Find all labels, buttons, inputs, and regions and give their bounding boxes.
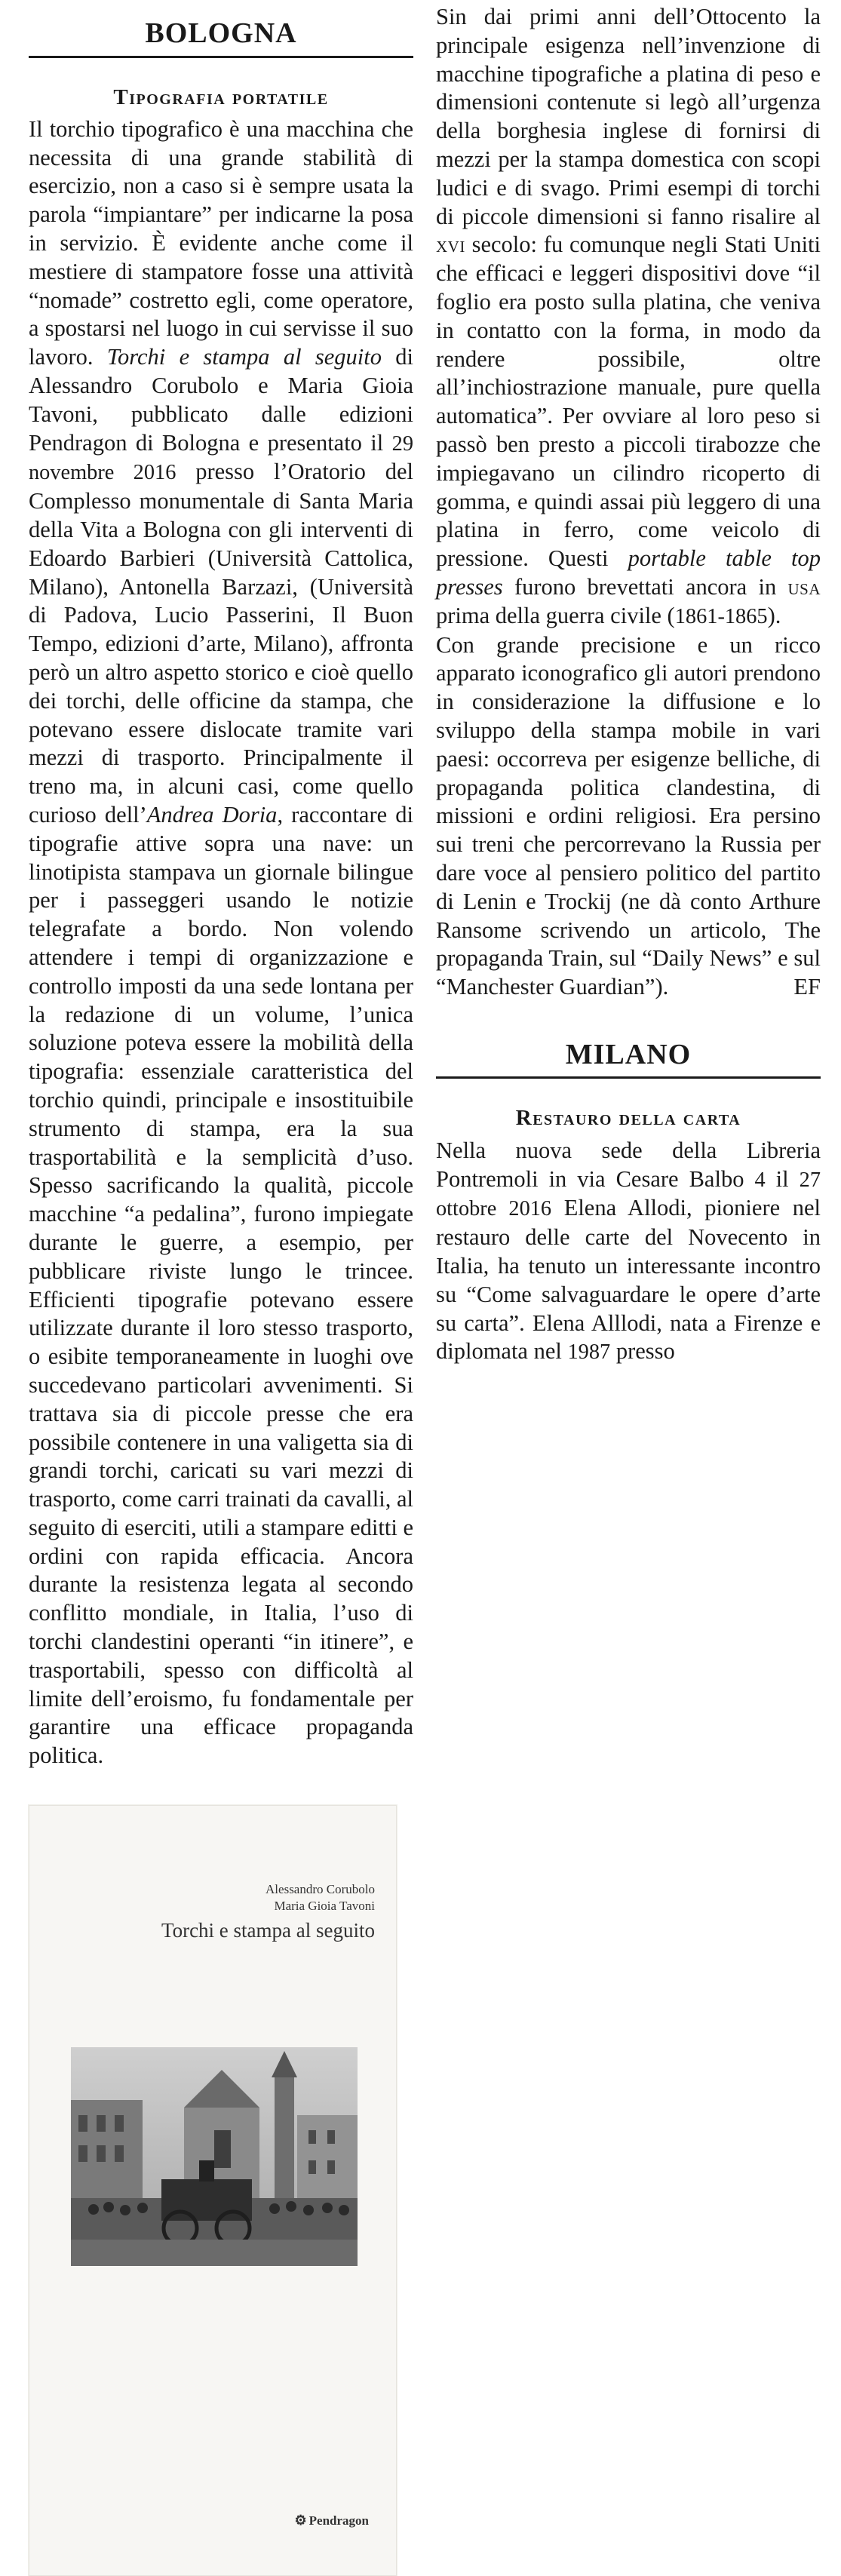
event-date: 27 ottobre 2016 <box>436 1168 821 1221</box>
article-body-bologna-final <box>436 631 821 1002</box>
text-run: ). <box>767 602 781 628</box>
article-title-tipografia-portatile: Tipografia portatile <box>113 84 329 109</box>
presses-name: portable table top presses <box>436 545 821 600</box>
cover-author: Alessandro Corubolo <box>265 1882 375 1897</box>
text-run: di Alessandro Corubolo e Maria Gioia Tavoni, pubblicato dalle edizioni Pendragon di Bologna e presentato il <box>29 344 413 456</box>
ship-name: Andrea Doria <box>146 801 278 827</box>
text-run: presso l’Oratorio del Complesso monumentale di Santa Maria della Vita a Bologna con gli interventi di Edoardo Barbieri (Università Cattolica, Milano), Antonella Barzazi, (Università di Padova, Lucio Passerini, Il Buon Tempo, edizioni d’arte, Milano), affronta però un altro aspetto storico e cioè quello dei torchi, delle officine da stampa, che potevano essere dislocate tramite vari mezzi di trasporto. Principalmente il treno ma, in alcuni casi, come quello curioso dell’ <box>29 459 413 827</box>
cover-title: Torchi e stampa al seguito <box>161 1919 375 1942</box>
civil-war-years: 1861-1865 <box>674 604 768 628</box>
article-body-milano <box>436 1137 821 1367</box>
diploma-year: 1987 <box>567 1340 611 1365</box>
book-title: Torchi e stampa al seguito <box>106 344 382 370</box>
text-run: Il torchio tipografico è una macchina che necessita di una grande stabilità di esercizio, non a caso si è sempre usata la parola “impiantare” per indicarne la posa in servizio. È evidente anche come il mestiere di stampatore fosse una attività “nomade” costretto egli, come operatore, a spostarsi nel luogo in cui servisse il suo lavoro. <box>29 115 413 370</box>
text-run: secolo: fu comunque negli Stati Uniti che efficaci e leggeri dispositivi dove “il foglio era posto sulla platina, che veniva in contatto con la forma, in modo da rendere possibile, oltre all’inchiostrazione manuale, pure quella automatica”. Per ovviare al loro peso si passò ben presto a piccoli tirabozze che impiegavano un cilindro ricoperto di gomma, e quindi assai più leggero di una platina in ferro, come veicolo di pressione. Questi <box>436 232 821 572</box>
book-cover-image <box>29 1805 397 2576</box>
text-run: furono brevettati ancora in <box>502 573 788 600</box>
text-run: il <box>765 1165 800 1192</box>
street-number: 4 <box>754 1168 766 1192</box>
pendragon-logo-icon: ⚙ <box>294 2513 307 2528</box>
presentation-date: 29 novembre 2016 <box>29 431 413 485</box>
section-header-bologna: BOLOGNA <box>29 0 413 58</box>
cover-illustration <box>71 2047 358 2266</box>
right-column <box>436 0 821 1367</box>
text-run: Sin dai primi anni dell’Ottocento la principale esigenza nell’invenzione di macchine tipografiche a platina di peso e dimensioni contenute si legò all’urgenza della borghesia inglese di fornirsi di mezzi per la stampa domestica con scopi ludici e di svago. Primi esempi di torchi di piccole dimensioni si fanno risalire al <box>436 4 821 229</box>
left-column <box>29 0 413 2576</box>
publisher-name: Pendragon <box>308 2513 369 2528</box>
article-body-bologna-continued <box>436 3 821 631</box>
cover-authors <box>265 1881 375 1914</box>
article-title-restauro-della-carta: Restauro della carta <box>515 1106 741 1131</box>
text-run: prima della guerra civile ( <box>436 602 675 628</box>
text-run: Nella nuova sede della Libreria Pontremoli in via Cesare Balbo <box>436 1137 821 1192</box>
country-abbrev: usa <box>787 573 821 600</box>
century-numeral: xvi <box>436 232 465 258</box>
cover-author: Maria Gioia Tavoni <box>274 1899 375 1914</box>
text-run: Elena Allodi, pioniere nel restauro delle carte del Novecento in Italia, ha tenuto un interessante incontro su “Come salvaguardare le opere d’arte su carta”. Elena Alllodi, nata a Firenze e diplomata nel <box>436 1195 821 1365</box>
text-run: Con grande precisione e un ricco apparato iconografico gli autori prendono in considerazione la diffusione e lo sviluppo della stampa mobile in vari paesi: occorreva per esigenze belliche, di propaganda politica clandestina, di missioni e ordini religiosi. Era persino sui treni che percorrevano la Russia per dare voce al pensiero politico del partito di Lenin e Trockij (ne dà conto Arthure Ransome scrivendo un articolo, The propaganda Train, sul “Daily News” e sul “Manchester Guardian”). <box>436 631 821 1000</box>
text-run: presso <box>610 1338 675 1365</box>
section-header-milano: MILANO <box>436 1021 821 1079</box>
text-run: , raccontare di tipografie attive sopra una nave: un linotipista stampava un giornale bilingue per i passeggeri usando le notizie telegrafate a bordo. Non volendo attendere i tempi di organizzazione e controllo imposti da una sede lontana per la redazione di un volume, l’unica soluzione poteva essere la mobilità della tipografia: essenziale caratteristica del torchio quindi, principale e insostituibile strumento di stampa, era la sua trasportabilità e la semplicità d’uso. Spesso sacrificando la qualità, piccole macchine “a pedalina”, furono impiegate durante le guerre, a esempio, per pubblicare riviste lungo le trincee. Efficienti tipografie potevano essere utilizzate durante il loro stesso trasporto, o esibite temporaneamente in luoghi ove succedevano particolari avvenimenti. Si trattava sia di piccole presse che era possibile contenere in una valigetta sia di grandi torchi, caricati su vari mezzi di trasporto, come carri trainati da cavalli, al seguito di eserciti, utili a stampare editti e ordini con rapida efficacia. Ancora durante la resistenza legata al secondo conflitto mondiale, in Italia, l’uso di torchi clandestini operanti “in itinere”, e trasportabili, spesso con difficoltà al limite dell’eroismo, fu fondamentale per garantire una efficace propaganda politica. <box>29 801 413 1769</box>
article-body-bologna <box>29 115 413 1770</box>
cover-publisher <box>295 2513 369 2528</box>
author-signature: EF <box>793 974 821 1000</box>
